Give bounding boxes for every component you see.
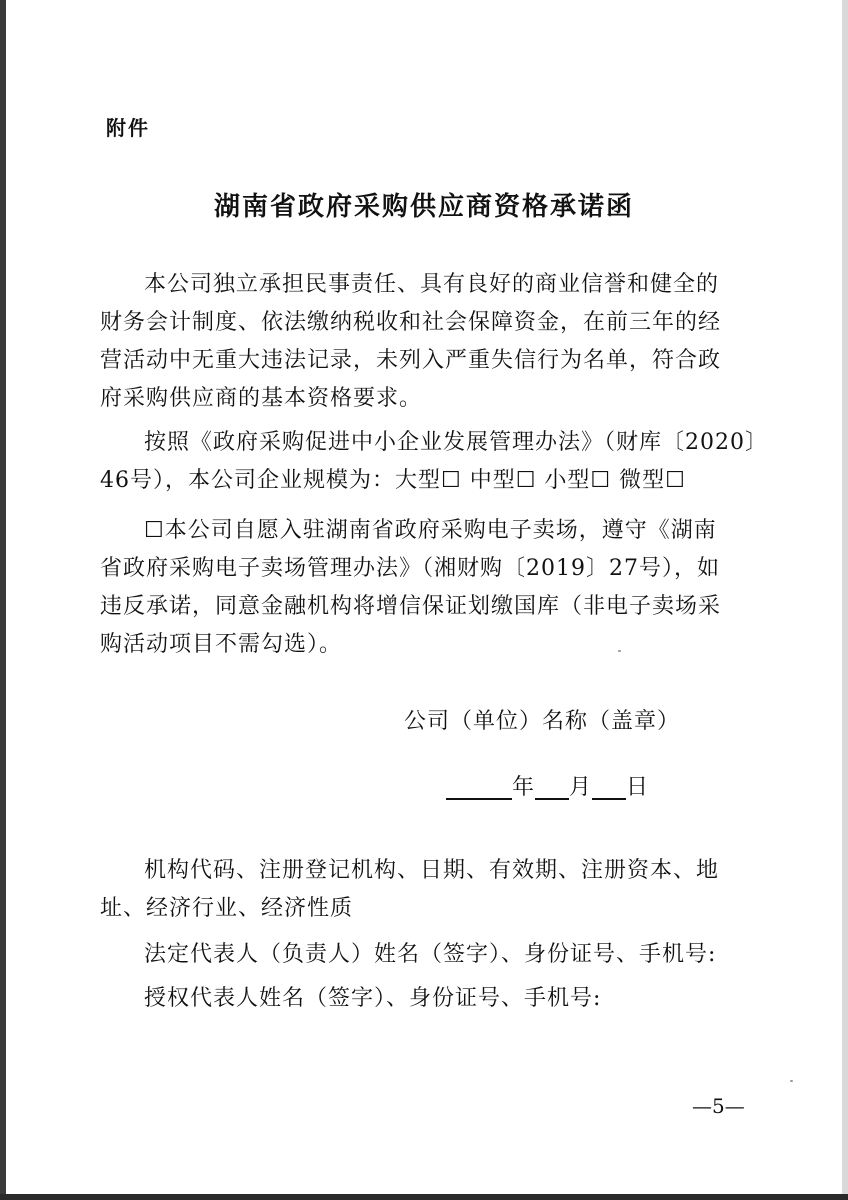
scan-edge-left bbox=[0, 0, 6, 1200]
scan-edge-right bbox=[842, 0, 848, 1200]
e-mall-checkbox-line: ☐本公司自愿入驻湖南省政府采购电子卖场，遵守《湖南 bbox=[144, 518, 717, 543]
day-blank bbox=[592, 774, 626, 800]
legal-rep-text: 法定代表人（负责人）姓名（签字）、身份证号、手机号: bbox=[144, 942, 717, 967]
e-mall-commitment-paragraph bbox=[100, 512, 730, 664]
day-label: 日 bbox=[626, 775, 650, 800]
page-number: —5— bbox=[692, 1094, 745, 1118]
year-label: 年 bbox=[512, 775, 536, 800]
legal-representative-line bbox=[100, 936, 730, 974]
company-seal-label: 公司（单位）名称（盖章） bbox=[404, 709, 681, 734]
enterprise-size-line: 46号），本公司企业规模为：大型☐ 中型☐ 小型☐ 微型☐ bbox=[100, 468, 686, 493]
paragraph-line: 营活动中无重大违法记录，未列入严重失信行为名单，符合政 bbox=[100, 348, 722, 373]
paragraph-line: 府采购供应商的基本资格要求。 bbox=[100, 386, 423, 411]
authorized-representative-line bbox=[100, 980, 730, 1018]
scan-speck bbox=[618, 650, 621, 652]
paragraph-line: 购活动项目不需勾选）。 bbox=[100, 632, 343, 657]
month-blank bbox=[535, 774, 569, 800]
attachment-label: 附件 bbox=[106, 116, 150, 140]
document-title: 湖南省政府采购供应商资格承诺函 bbox=[213, 192, 634, 222]
paragraph-line: 机构代码、注册登记机构、日期、有效期、注册资本、地 bbox=[144, 858, 720, 883]
qualification-paragraph bbox=[100, 266, 730, 418]
authorized-rep-text: 授权代表人姓名（签字）、身份证号、手机号: bbox=[144, 986, 602, 1011]
paragraph-line: 违反承诺，同意金融机构将增信保证划缴国库（非电子卖场采 bbox=[100, 594, 722, 619]
scan-speck bbox=[790, 1080, 793, 1082]
paragraph-line: 省政府采购电子卖场管理办法》（湘财购〔2019〕27号），如 bbox=[100, 556, 720, 581]
paragraph-line: 本公司独立承担民事责任、具有良好的商业信誉和健全的 bbox=[144, 272, 720, 297]
year-blank bbox=[446, 774, 512, 800]
paragraph-line: 按照《政府采购促进中小企业发展管理办法》（财库〔2020〕 bbox=[144, 430, 768, 455]
date-line bbox=[446, 770, 649, 801]
enterprise-size-paragraph bbox=[100, 424, 768, 500]
paragraph-line: 址、经济行业、经济性质 bbox=[100, 896, 354, 921]
registration-info-paragraph bbox=[100, 852, 730, 928]
scan-edge-bottom bbox=[0, 1194, 848, 1200]
paragraph-line: 财务会计制度、依法缴纳税收和社会保障资金，在前三年的经 bbox=[100, 310, 722, 335]
month-label: 月 bbox=[569, 775, 593, 800]
